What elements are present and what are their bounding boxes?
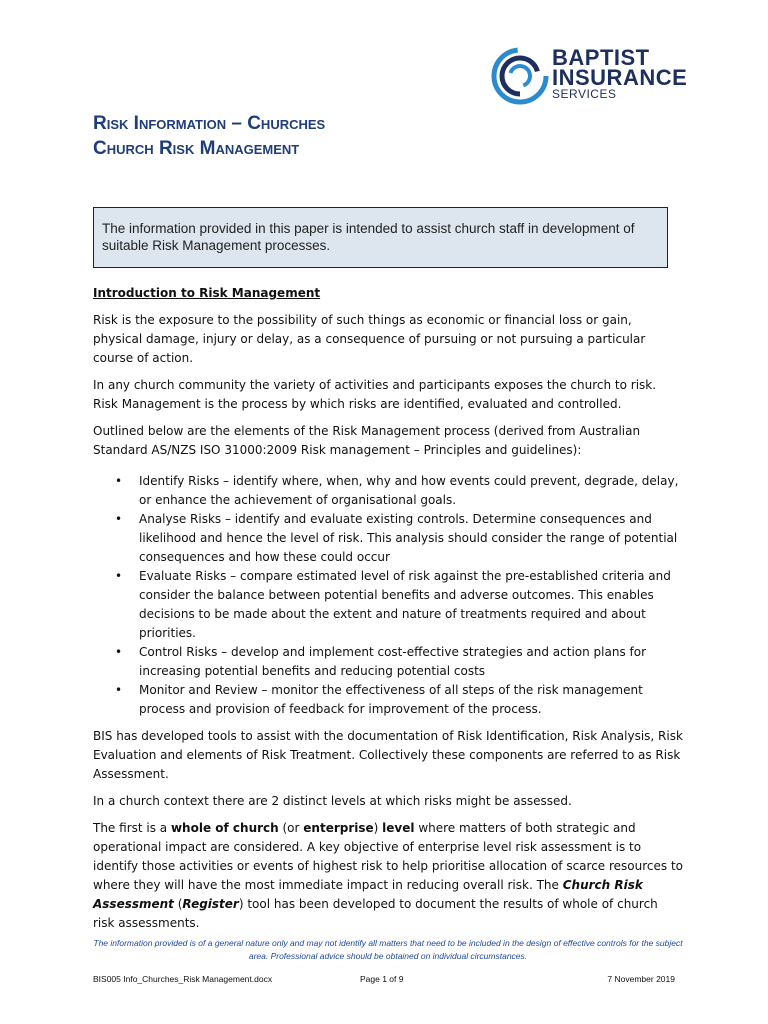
tool-name: Register (182, 897, 239, 911)
bullet-icon: • (115, 474, 123, 488)
list-item (93, 643, 683, 681)
bullet-icon: • (115, 569, 123, 583)
text-span: ) tool has been developed to document the results of whole of church risk assessments. (93, 897, 658, 930)
paragraph-outline: Outlined below are the elements of the Risk Management process (derived from Australian Standard AS/NZS ISO 31000:2009 Risk management – Principles and guidelines): (93, 424, 641, 457)
title-line-1: Risk Information – Churches (93, 113, 326, 134)
list-item-text: Evaluate Risks – compare estimated level of risk against the pre-established criteria and consider the balance between potential benefits and adverse outcomes. This enables decisions to be made about the extent and nature of treatments required and about priorities. (139, 569, 671, 640)
title-line-2: Church Risk Management (93, 138, 300, 159)
logo-line-2: INSURANCE (552, 65, 688, 90)
bold-text: enterprise (303, 821, 374, 835)
logo-line-3: SERVICES (552, 87, 617, 101)
tool-name: Church Risk Assessment (93, 878, 643, 911)
footer-date: 7 November 2019 (607, 974, 675, 984)
logo-line-1: BAPTIST (552, 45, 650, 70)
bullet-icon: • (115, 645, 123, 659)
paragraph-bis-tools: BIS has developed tools to assist with the documentation of Risk Identification, Risk Analysis, Risk Evaluation and elements of Risk Treatment. Collectively these components are referred to as Risk Assessment. (93, 729, 683, 781)
document-body (93, 284, 683, 941)
text-span: The first is a (93, 821, 171, 835)
bullet-icon: • (115, 683, 123, 697)
list-item-text: Analyse Risks – identify and evaluate existing controls. Determine consequences and likelihood and hence the level of risk. This analysis should consider the range of potential consequences and how these could occur (139, 512, 678, 564)
text-span: (or (278, 821, 304, 835)
text-span: where matters of both strategic and operational impact are considered. A key objective of enterprise level risk assessment is to identify those activities or events of highest risk to help prioritise allocation of scarce resources to where they will have the most immediate impact in reducing overall risk. The (93, 821, 684, 892)
list-item (93, 472, 683, 510)
text-span: ) (373, 821, 383, 835)
list-item-text: Monitor and Review – monitor the effectiveness of all steps of the risk management process and provision of feedback for improvement of the process. (139, 683, 643, 716)
list-item (93, 510, 683, 567)
paragraph-levels: In a church context there are 2 distinct levels at which risks might be assessed. (93, 794, 572, 808)
paragraph-risk-definition: Risk is the exposure to the possibility of such things as economic or financial loss or gain, physical damage, injury or delay, as a consequence of pursuing or not pursuing a particular course of action. (93, 313, 646, 365)
swirl-logo-icon (490, 46, 550, 106)
info-box: The information provided in this paper is intended to assist church staff in development of suitable Risk Management processes. (93, 207, 668, 268)
text-span: ( (173, 897, 183, 911)
list-item (93, 681, 683, 719)
paragraph-risk-management: In any church community the variety of activities and participants exposes the church to risk. Risk Management is the process by which risks are identified, evaluated and controlled. (93, 378, 657, 411)
footer-disclaimer: The information provided is of a general nature only and may not identify all matters that need to be included in the design of effective controls for the subject area. Professional advice should be obtained on individual circumstances. (93, 938, 683, 961)
list-item-text: Identify Risks – identify where, when, why and how events could prevent, degrade, delay, or enhance the achievement of organisational goals. (139, 474, 679, 507)
baptist-insurance-logo (490, 45, 688, 106)
section-heading: Introduction to Risk Management (93, 286, 321, 300)
process-list (93, 472, 683, 719)
list-item-text: Control Risks – develop and implement cost-effective strategies and action plans for increasing potential benefits and reducing potential costs (139, 645, 647, 678)
document-title (93, 111, 325, 161)
footer-page-number: Page 1 of 9 (360, 974, 404, 984)
bullet-icon: • (115, 512, 123, 526)
bold-text: level (382, 821, 415, 835)
list-item (93, 567, 683, 643)
paragraph-whole-of-church (93, 819, 683, 933)
footer-document-name: BIS005 Info_Churches_Risk Management.docx (93, 974, 273, 984)
bold-text: whole of church (170, 821, 279, 835)
